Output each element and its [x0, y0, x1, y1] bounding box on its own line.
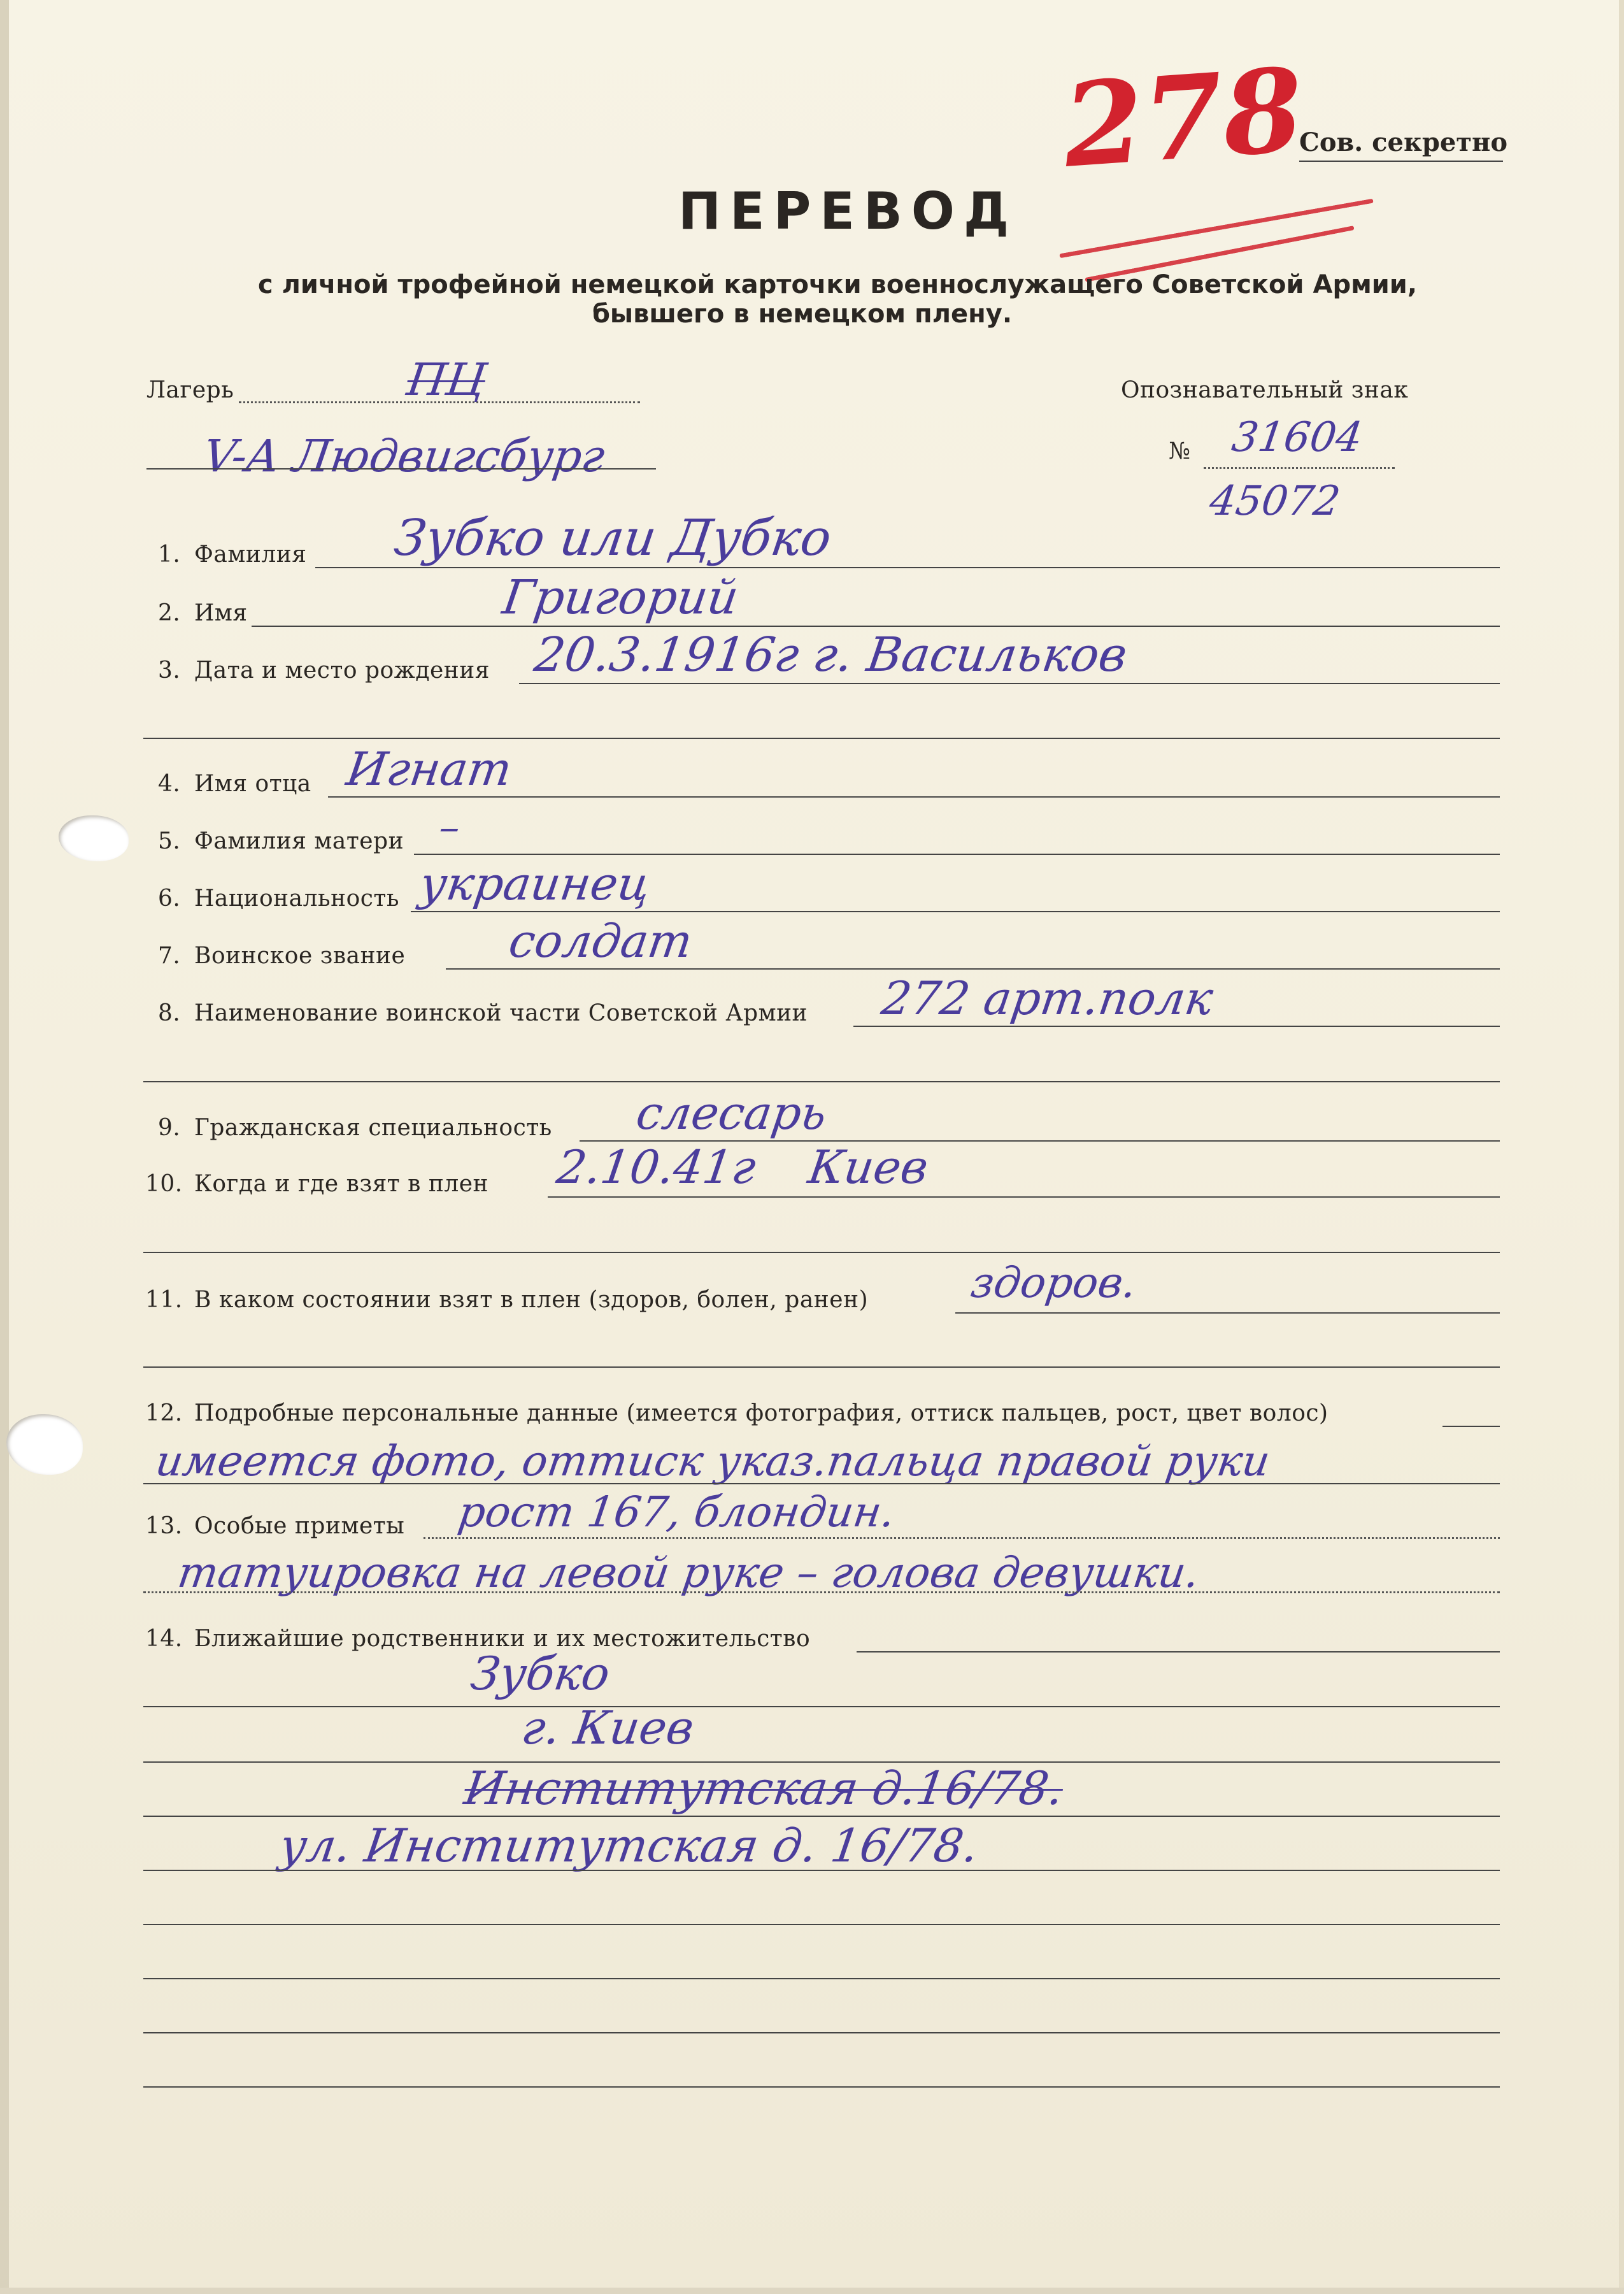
- field-3-label: Дата и место рождения: [194, 657, 490, 684]
- field-8-line: [853, 1026, 1500, 1027]
- field-6-number: 6.: [158, 885, 181, 912]
- field-7-label: Воинское звание: [194, 943, 406, 969]
- field-11-continuation-line: [143, 1366, 1500, 1368]
- field-11-value: здоров.: [967, 1258, 1140, 1307]
- field-1-value: Зубко или Дубко: [390, 510, 835, 567]
- field-10-label: Когда и где взят в плен: [194, 1171, 489, 1197]
- field-9-value: слесарь: [633, 1086, 830, 1140]
- field-13-number: 13.: [145, 1513, 183, 1539]
- field-14-surname: Зубко: [467, 1647, 613, 1700]
- field-12-number: 12.: [145, 1400, 183, 1426]
- field-10-date: 2.10.41г: [553, 1140, 760, 1194]
- field-5-line: [414, 854, 1500, 855]
- field-13-value-line2: татуировка на левой руке – голова девушки.: [175, 1548, 1202, 1597]
- field-2-label: Имя: [194, 600, 248, 626]
- id-mark-number-2: 45072: [1206, 478, 1343, 525]
- field-4-number: 4.: [158, 771, 181, 797]
- field-14-address: ул. Институтская д. 16/78.: [276, 1819, 982, 1872]
- id-mark-label: Опознавательный знак: [1121, 377, 1409, 403]
- field-14-city: г. Киев: [518, 1701, 697, 1754]
- field-3-value: 20.3.1916г г. Васильков: [531, 627, 1130, 682]
- field-14-line-9: [143, 2086, 1500, 2088]
- field-6-label: Национальность: [194, 885, 399, 912]
- field-6-value: украинец: [417, 857, 654, 910]
- field-3-number: 3.: [158, 657, 181, 684]
- field-11-line: [955, 1312, 1500, 1314]
- field-14-line-4: [143, 1816, 1500, 1817]
- field-3-line: [519, 683, 1500, 684]
- red-pencil-number: 278: [1059, 43, 1307, 194]
- id-mark-dotted-line: [1204, 467, 1395, 469]
- document-title: ПЕРЕВОД: [678, 182, 1018, 241]
- field-4-line: [328, 796, 1500, 798]
- paper-edge-right: [1619, 0, 1624, 2294]
- classification-underline: [1299, 161, 1503, 162]
- document-subtitle-line1: с личной трофейной немецкой карточки военнослужащего Советской Армии,: [258, 270, 1418, 299]
- field-1-number: 1.: [158, 541, 181, 568]
- field-5-value: –: [436, 804, 464, 851]
- field-3-continuation-line: [143, 738, 1500, 739]
- field-13-dotted-line: [424, 1537, 1500, 1539]
- field-8-value: 272 арт.полк: [878, 971, 1216, 1025]
- field-12-continuation-line: [143, 1483, 1500, 1484]
- field-10-line: [548, 1196, 1500, 1198]
- field-8-label: Наименование воинской части Советской Армии: [194, 1000, 808, 1026]
- punch-hole-lower: [6, 1414, 83, 1475]
- camp-value: V-A Людвигсбург: [200, 430, 608, 482]
- field-7-value: солдат: [506, 914, 696, 968]
- id-mark-prefix: №: [1169, 438, 1191, 464]
- field-1-line: [315, 567, 1500, 568]
- camp-value-struck: ПЦ: [404, 354, 489, 406]
- document-subtitle-line2: бывшего в немецком плену.: [592, 299, 1013, 329]
- field-10-continuation-line: [143, 1252, 1500, 1253]
- field-14-line: [857, 1651, 1500, 1652]
- field-7-number: 7.: [158, 943, 181, 969]
- field-8-continuation-line: [143, 1081, 1500, 1082]
- red-pencil-underline: [1059, 199, 1374, 259]
- field-14-line-5: [143, 1870, 1500, 1871]
- paper-edge-left: [0, 0, 9, 2294]
- field-2-line: [252, 626, 1500, 627]
- field-14-number: 14.: [145, 1626, 183, 1652]
- field-11-number: 11.: [145, 1287, 183, 1313]
- field-12-label: Подробные персональные данные (имеется фотография, оттиск пальцев, рост, цвет волос): [194, 1400, 1328, 1426]
- field-4-label: Имя отца: [194, 771, 311, 797]
- camp-value-line: [146, 468, 656, 470]
- field-10-place: Киев: [805, 1140, 932, 1194]
- field-8-number: 8.: [158, 1000, 181, 1026]
- field-6-line: [411, 911, 1500, 912]
- field-14-line-8: [143, 2032, 1500, 2033]
- field-12-value: имеется фото, оттиск указ.пальца правой руки: [152, 1437, 1273, 1486]
- field-11-label: В каком состоянии взят в плен (здоров, болен, ранен): [194, 1287, 869, 1313]
- field-14-line-2: [143, 1706, 1500, 1707]
- field-9-number: 9.: [158, 1115, 181, 1141]
- camp-label: Лагерь: [146, 377, 234, 403]
- field-14-line-6: [143, 1924, 1500, 1925]
- field-2-value: Григорий: [499, 570, 742, 625]
- field-4-value: Игнат: [343, 742, 515, 796]
- field-14-line-7: [143, 1978, 1500, 1979]
- field-12-line: [1442, 1426, 1500, 1427]
- field-9-label: Гражданская специальность: [194, 1115, 552, 1141]
- field-13-continuation-dotted-line: [143, 1591, 1500, 1593]
- field-14-label: Ближайшие родственники и их местожительство: [194, 1626, 811, 1652]
- field-2-number: 2.: [158, 600, 181, 626]
- paper-edge-bottom: [0, 2288, 1624, 2294]
- classification-label: Сов. секретно: [1299, 127, 1508, 157]
- field-5-label: Фамилия матери: [194, 828, 404, 854]
- field-13-label: Особые приметы: [194, 1513, 405, 1539]
- field-1-label: Фамилия: [194, 541, 307, 568]
- field-5-number: 5.: [158, 828, 181, 854]
- field-14-address-struck: Институтская д.16/78.: [461, 1761, 1067, 1815]
- field-10-number: 10.: [145, 1171, 183, 1197]
- punch-hole-upper: [59, 815, 129, 861]
- field-7-line: [446, 968, 1500, 970]
- field-13-value: рост 167, блондин.: [455, 1488, 899, 1537]
- id-mark-number: 31604: [1229, 414, 1365, 461]
